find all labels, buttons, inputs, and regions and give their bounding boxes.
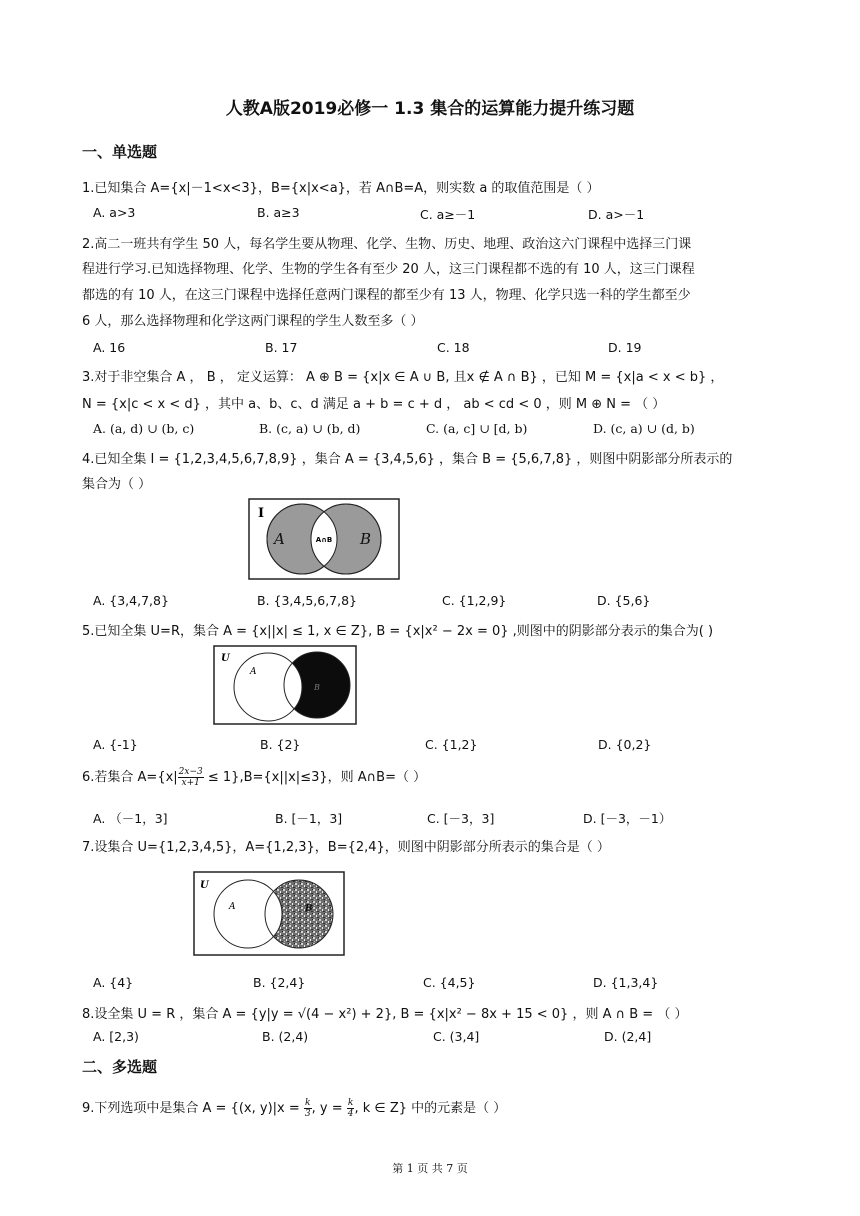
q4-intersection-label: A∩B xyxy=(315,536,333,544)
q1-option-c[interactable]: C. a≥－1 xyxy=(420,207,476,222)
q2-line-2: 程进行学习.已知选择物理、化学、生物的学生各有至少 20 人，这三门课程都不选的有 10 人，这三门课程 xyxy=(82,262,695,277)
q5-option-a[interactable]: A. {-1} xyxy=(93,737,138,752)
q4-option-c[interactable]: C. {1,2,9} xyxy=(442,593,507,608)
q8-option-d[interactable]: D. (2,4] xyxy=(604,1029,652,1044)
section-single-choice: 一、单选题 xyxy=(82,143,158,161)
q9-stem-prefix: 9.下列选项中是集合 A = {(x, y)|x = xyxy=(82,1101,304,1116)
q4-option-b[interactable]: B. {3,4,5,6,7,8} xyxy=(257,593,358,608)
q8-stem: 8.设全集 U = R ，集合 A = {y|y = √(4 − x²) + 2}, B = {x|x² − 8x + 15 < 0} ，则 A ∩ B = （ ） xyxy=(82,1007,688,1022)
q6-stem-suffix: ≤ 1},B={x||x|≤3}，则 A∩B=（ ） xyxy=(203,770,427,785)
q3-option-a[interactable]: A. (a, d) ∪ (b, c) xyxy=(93,421,195,436)
q6-option-a[interactable]: A. （－1，3] xyxy=(93,811,168,826)
q5-universe-label: U xyxy=(221,653,230,664)
q5-set-a-label: A xyxy=(250,667,257,677)
q6-stem xyxy=(82,766,426,788)
q5-option-d[interactable]: D. {0,2} xyxy=(598,737,652,752)
q4-venn-diagram xyxy=(248,498,400,580)
q1-option-b[interactable]: B. a≥3 xyxy=(257,205,300,220)
q7-set-a-label: A xyxy=(229,902,236,912)
q5-option-c[interactable]: C. {1,2} xyxy=(425,737,478,752)
q5-venn-diagram xyxy=(213,645,357,725)
q2-line-4: 6 人，那么选择物理和化学这两门课程的学生人数至多（ ） xyxy=(82,314,424,329)
q8-option-c[interactable]: C. (3,4] xyxy=(433,1029,480,1044)
q2-line-1: 2.高二一班共有学生 50 人，每名学生要从物理、化学、生物、历史、地理、政治这六门课程中选择三门课 xyxy=(82,237,692,252)
q3-option-c[interactable]: C. (a, c] ∪ [d, b) xyxy=(426,421,528,436)
q4-set-b-label: B xyxy=(360,530,372,548)
q7-option-b[interactable]: B. {2,4} xyxy=(253,975,306,990)
q2-option-b[interactable]: B. 17 xyxy=(265,340,298,355)
q9-fraction-1 xyxy=(304,1098,312,1119)
q1-option-d[interactable]: D. a>－1 xyxy=(588,207,645,222)
q9-fraction-2-denominator: 4 xyxy=(347,1109,354,1119)
q7-option-d[interactable]: D. {1,3,4} xyxy=(593,975,659,990)
q4-set-a-label: A xyxy=(274,530,285,548)
q3-option-b[interactable]: B. (c, a) ∪ (b, d) xyxy=(259,421,361,436)
page-title: 人教A版2019必修一 1.3 集合的运算能力提升练习题 xyxy=(225,99,635,119)
q4-option-a[interactable]: A. {3,4,7,8} xyxy=(93,593,169,608)
q7-set-b-label: B xyxy=(305,904,313,914)
q8-option-b[interactable]: B. (2,4) xyxy=(262,1029,309,1044)
page-footer: 第 1 页 共 7 页 xyxy=(392,1162,468,1175)
q7-universe-label: U xyxy=(200,880,209,891)
q2-option-c[interactable]: C. 18 xyxy=(437,340,470,355)
q8-option-a[interactable]: A. [2,3) xyxy=(93,1029,139,1044)
q5-set-b-label: B xyxy=(314,683,320,692)
q1-stem: 1.已知集合 A={x|－1<x<3}，B={x|x<a}，若 A∩B=A，则实数 a 的取值范围是（ ） xyxy=(82,181,600,196)
q3-option-d[interactable]: D. (c, a) ∪ (d, b) xyxy=(593,421,695,436)
q9-fraction-2-numerator: k xyxy=(347,1098,354,1108)
section-multiple-choice: 二、多选题 xyxy=(82,1058,158,1076)
q4-universe-label: I xyxy=(258,506,265,521)
q6-fraction xyxy=(178,767,204,788)
q2-option-a[interactable]: A. 16 xyxy=(93,340,126,355)
q9-stem-middle: , y = xyxy=(311,1101,347,1116)
q9-fraction-1-denominator: 3 xyxy=(304,1109,311,1119)
q9-stem xyxy=(82,1097,506,1119)
q6-stem-prefix: 6.若集合 A={x| xyxy=(82,770,178,785)
q9-fraction-1-numerator: k xyxy=(305,1098,311,1108)
q5-stem: 5.已知全集 U=R，集合 A = {x||x| ≤ 1, x ∈ Z}, B = {x|x² − 2x = 0} ,则图中的阴影部分表示的集合为( ) xyxy=(82,624,714,639)
q4-option-d[interactable]: D. {5,6} xyxy=(597,593,651,608)
q2-option-d[interactable]: D. 19 xyxy=(608,340,642,355)
q7-stem: 7.设集合 U={1,2,3,4,5}，A={1,2,3}，B={2,4}，则图中阴影部分所表示的集合是（ ） xyxy=(82,840,610,855)
q1-option-a[interactable]: A. a>3 xyxy=(93,205,136,220)
q4-line-2: 集合为（ ） xyxy=(82,477,152,492)
q6-option-d[interactable]: D. [－3，－1） xyxy=(583,811,672,826)
q5-option-b[interactable]: B. {2} xyxy=(260,737,301,752)
q3-line-1: 3.对于非空集合 A ， B ， 定义运算： A ⊕ B = {x|x ∈ A ∪ B, 且x ∉ A ∩ B} ，已知 M = {x|a < x < b} ， xyxy=(82,370,724,385)
q3-line-2: N = {x|c < x < d} ，其中 a、b、c、d 满足 a + b = c + d ， ab < cd < 0 ，则 M ⊕ N = （ ） xyxy=(82,397,666,412)
q6-fraction-denominator: x+1 xyxy=(181,778,200,788)
q7-venn-diagram xyxy=(193,871,345,956)
q2-line-3: 都选的有 10 人，在这三门课程中选择任意两门课程的都至少有 13 人，物理、化学只选一科的学生都至少 xyxy=(82,288,691,303)
q9-stem-suffix: , k ∈ Z} 中的元素是（ ） xyxy=(354,1101,507,1116)
q6-fraction-numerator: 2x−3 xyxy=(178,767,203,777)
q6-option-b[interactable]: B. [－1，3] xyxy=(275,811,343,826)
q4-line-1: 4.已知全集 I = {1,2,3,4,5,6,7,8,9} ，集合 A = {3,4,5,6} ，集合 B = {5,6,7,8} ，则图中阴影部分所表示的 xyxy=(82,452,733,467)
q6-option-c[interactable]: C. [－3，3] xyxy=(427,811,495,826)
q7-option-c[interactable]: C. {4,5} xyxy=(423,975,476,990)
q7-option-a[interactable]: A. {4} xyxy=(93,975,134,990)
